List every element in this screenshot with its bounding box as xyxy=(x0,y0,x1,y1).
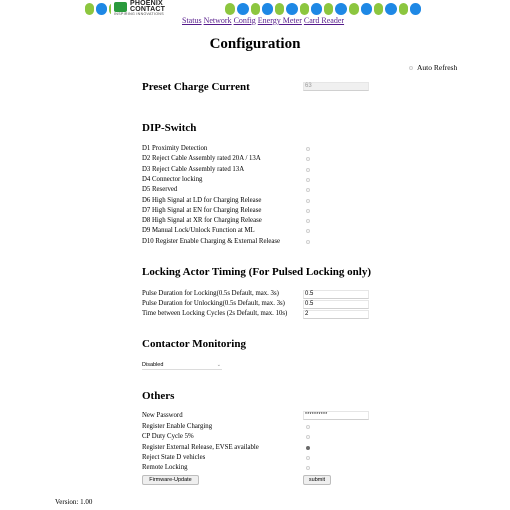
banner-pill xyxy=(275,3,284,15)
banner-pill xyxy=(349,3,359,15)
dip-item-label: D10 Register Enable Charging & External Release xyxy=(142,237,281,245)
others-checkbox[interactable] xyxy=(306,466,310,470)
preset-current-input[interactable]: 63 xyxy=(303,82,369,91)
unlocking-pulse-input[interactable]: 0.5 xyxy=(303,300,369,309)
preset-heading: Preset Charge Current xyxy=(142,81,250,93)
nav-energy-meter[interactable]: Energy Meter xyxy=(257,16,302,25)
banner-pill xyxy=(300,3,309,15)
banner-pill xyxy=(410,3,421,15)
dip-switch-checkbox[interactable] xyxy=(306,168,310,172)
dip-switch-checkbox[interactable] xyxy=(306,188,310,192)
locking-label-1: Pulse Duration for Locking(0.5s Default, max. 3s) xyxy=(142,290,279,297)
banner-pill xyxy=(225,3,235,15)
banner-pill xyxy=(311,3,322,15)
firmware-update-button[interactable]: Firmware-Update xyxy=(142,475,199,485)
banner-pill xyxy=(335,3,347,15)
others-item-label: Register External Release, EVSE available xyxy=(142,443,259,451)
contactor-heading: Contactor Monitoring xyxy=(142,338,246,350)
nav-config[interactable]: Config xyxy=(233,16,256,25)
password-label: New Password xyxy=(142,412,183,419)
dip-switch-checkbox[interactable] xyxy=(306,219,310,223)
dip-item-label: D6 High Signal at LD for Charging Release xyxy=(142,196,262,204)
others-checkbox[interactable] xyxy=(306,425,310,429)
dip-switch-checkbox[interactable] xyxy=(306,209,310,213)
dip-item-label: D4 Connector locking xyxy=(142,175,203,183)
chevron-down-icon: ⌄ xyxy=(216,362,221,368)
banner-pill xyxy=(251,3,260,15)
banner-pill xyxy=(237,3,249,15)
dip-item-label: D9 Manual Lock/Unlock Function at ML xyxy=(142,227,255,235)
others-checkbox[interactable] xyxy=(306,446,310,450)
dip-item-label: D8 High Signal at XR for Charging Release xyxy=(142,217,262,225)
auto-refresh-checkbox[interactable] xyxy=(409,66,413,70)
dip-item-label: D2 Reject Cable Assembly rated 20A / 13A xyxy=(142,155,261,163)
dip-item-label: D5 Reserved xyxy=(142,186,178,194)
others-heading: Others xyxy=(142,390,175,402)
others-item-label: CP Duty Cycle 5% xyxy=(142,433,194,441)
nav-status[interactable]: Status xyxy=(182,16,202,25)
others-item-label: Reject State D vehicles xyxy=(142,453,206,461)
logo-tagline: INSPIRING INNOVATIONS xyxy=(114,12,164,16)
banner-pill xyxy=(361,3,372,15)
locking-pulse-input[interactable]: 0.5 xyxy=(303,290,369,299)
banner-pill xyxy=(385,3,397,15)
others-checkbox[interactable] xyxy=(306,435,310,439)
unlocking-label: Pulse Duration for Unlocking(0.5s Default, max. 3s) xyxy=(142,300,285,307)
others-item-label: Register Enable Charging xyxy=(142,423,213,430)
nav-bar xyxy=(182,16,344,25)
dip-item-label: D3 Reject Cable Assembly rated 13A xyxy=(142,165,245,173)
dip-heading: DIP-Switch xyxy=(142,122,197,134)
banner-pill xyxy=(374,3,383,15)
locking-heading: Locking Actor Timing (For Pulsed Locking only) xyxy=(142,266,371,278)
page-title: Configuration xyxy=(209,36,301,52)
auto-refresh xyxy=(409,63,457,72)
dip-switch-checkbox[interactable] xyxy=(306,199,310,203)
cycle-label: Time between Locking Cycles (2s Default, max. 10s) xyxy=(142,310,288,317)
version-label: Version: 1.00 xyxy=(55,498,93,506)
nav-card-reader[interactable]: Card Reader xyxy=(303,16,345,25)
dip-item-label: D1 Proximity Detection xyxy=(142,145,208,152)
banner-pill xyxy=(85,3,94,15)
dip-switch-checkbox[interactable] xyxy=(306,157,310,161)
logo-line1: PHOENIX xyxy=(130,0,163,7)
banner-pill xyxy=(96,3,107,15)
dip-switch-checkbox[interactable] xyxy=(306,229,310,233)
banner-pill xyxy=(399,3,408,15)
others-checkbox[interactable] xyxy=(306,456,310,460)
dip-switch-checkbox[interactable] xyxy=(306,178,310,182)
contactor-selected: Disabled xyxy=(142,362,164,368)
dip-switch-checkbox[interactable] xyxy=(306,240,310,244)
others-item-label: Remote Locking xyxy=(142,464,188,472)
logo-line2: CONTACT xyxy=(130,6,166,13)
contactor-select[interactable] xyxy=(142,361,222,370)
submit-button[interactable]: submit xyxy=(303,475,331,485)
nav-network[interactable]: Network xyxy=(203,16,232,25)
auto-refresh-label: Auto Refresh xyxy=(417,63,458,72)
cycle-time-input[interactable]: 2 xyxy=(303,310,369,319)
banner-pill xyxy=(286,3,298,15)
dip-item-label: D7 High Signal at EN for Charging Release xyxy=(142,206,262,214)
banner-pill xyxy=(262,3,273,15)
password-input[interactable]: ********** xyxy=(303,411,369,420)
logo-mark-icon xyxy=(114,2,127,12)
dip-switch-checkbox[interactable] xyxy=(306,147,310,151)
banner-pill xyxy=(324,3,333,15)
